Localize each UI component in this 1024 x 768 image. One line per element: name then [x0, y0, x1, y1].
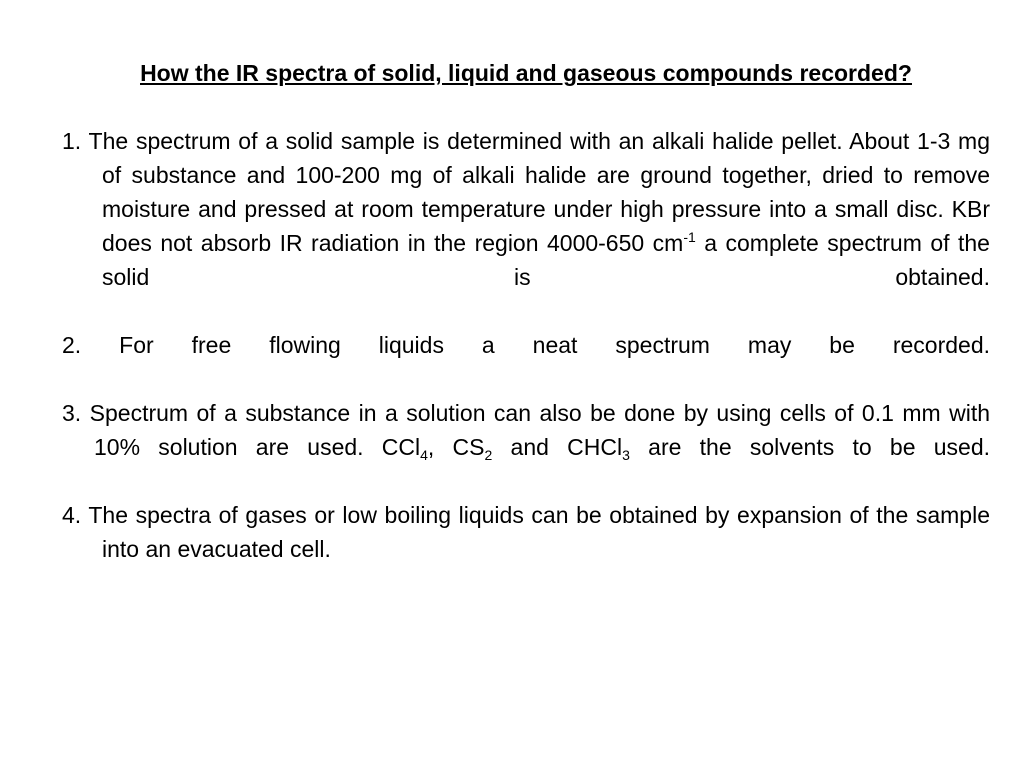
- list-item-1-superscript: -1: [683, 229, 696, 245]
- list-item-3-text-a: Spectrum of a substance in a solution can also be done by using cells of 0.1 mm with 10% solution are used. CCl: [89, 400, 990, 460]
- list-item-1-text-a: The spectrum of a solid sample is determined with an alkali halide pellet. About 1-3 mg of substance and 100-200 mg of alkali halide are ground together, dried to remove moisture and pressed at room temperature under high pressure into a small disc. KBr does not absorb IR radiation in the region 4000-650 cm: [88, 128, 990, 256]
- list-item-3-number: 3.: [62, 400, 82, 426]
- list-item-3-text-b: , CS: [427, 434, 485, 460]
- list-item-2-number: 2.: [62, 332, 82, 358]
- list-item-3-subscript-1: 4: [420, 447, 428, 463]
- slide-title-text: How the IR spectra of solid, liquid and gaseous compounds recorded?: [140, 60, 912, 86]
- list-item-1-text-b: a complete spectrum of the solid is obtained.: [102, 230, 990, 290]
- list-item-2: [62, 328, 990, 362]
- list-item-2-text: For free flowing liquids a neat spectrum may be recorded.: [119, 332, 991, 358]
- slide-title: [62, 56, 990, 90]
- list-item-1: [62, 124, 990, 294]
- slide-content: [62, 56, 990, 600]
- list-item-3-subscript-3: 3: [622, 447, 630, 463]
- list-item-4-text: The spectra of gases or low boiling liquids can be obtained by expansion of the sample into an evacuated cell.: [88, 502, 990, 562]
- list-item-4-number: 4.: [62, 502, 82, 528]
- list-item-3: [62, 396, 990, 464]
- list-item-3-text-d: are the solvents to be used.: [629, 434, 990, 460]
- list-item-3-text-c: and CHCl: [492, 434, 623, 460]
- list-item-1-number: 1.: [62, 128, 82, 154]
- list-item-3-subscript-2: 2: [484, 447, 493, 463]
- list-item-4: [62, 498, 990, 566]
